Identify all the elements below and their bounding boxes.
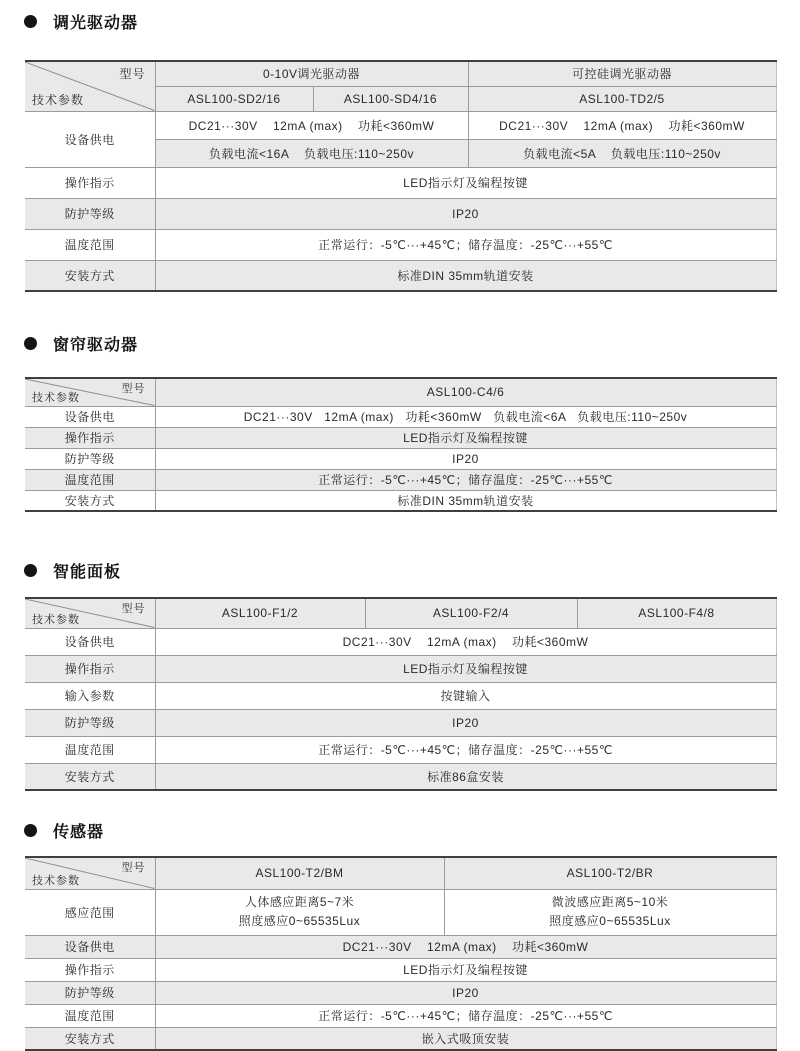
operation-cell: LED指示灯及编程按键 bbox=[155, 655, 776, 682]
power-cell: DC21···30V 12mA (max) 功耗<360mW 负载电流<6A 负载电压:110~250v bbox=[155, 406, 776, 427]
protection-cell: IP20 bbox=[155, 709, 776, 736]
mounting-row bbox=[25, 260, 776, 291]
model-cell-sd2: ASL100-SD2/16 bbox=[155, 86, 313, 111]
bullet-icon bbox=[24, 337, 37, 350]
row-label-operation: 操作指示 bbox=[25, 958, 155, 981]
params-header-label: 技术参数 bbox=[32, 874, 80, 887]
operation-cell: LED指示灯及编程按键 bbox=[155, 958, 776, 981]
model-cell-td2: ASL100-TD2/5 bbox=[468, 86, 776, 111]
protection-row bbox=[25, 709, 776, 736]
row-label-mounting: 安装方式 bbox=[25, 1027, 155, 1050]
section-title-text: 智能面板 bbox=[53, 564, 122, 581]
load-cell-triac: 负载电流<5A 负载电压:110~250v bbox=[468, 139, 776, 167]
model-cell-f1: ASL100-F1/2 bbox=[155, 598, 365, 628]
diagonal-header-cell bbox=[25, 378, 155, 406]
section-title-curtain bbox=[24, 332, 800, 355]
section-title-panel bbox=[24, 559, 800, 582]
operation-row bbox=[25, 167, 776, 198]
row-label-mounting: 安装方式 bbox=[25, 763, 155, 790]
row-label-power: 设备供电 bbox=[25, 406, 155, 427]
temperature-row bbox=[25, 736, 776, 763]
row-label-mounting: 安装方式 bbox=[25, 260, 155, 291]
sensing-cell-br bbox=[444, 889, 776, 935]
power-cell: DC21···30V 12mA (max) 功耗<360mW bbox=[155, 935, 776, 958]
header-row-models bbox=[25, 857, 776, 889]
operation-row bbox=[25, 655, 776, 682]
sensing-br-line1: 微波感应距离5~10米 bbox=[551, 894, 669, 909]
protection-cell: IP20 bbox=[155, 198, 776, 229]
operation-cell: LED指示灯及编程按键 bbox=[155, 167, 776, 198]
operation-row bbox=[25, 427, 776, 448]
dimmer-spec-table bbox=[25, 60, 777, 292]
row-label-mounting: 安装方式 bbox=[25, 490, 155, 511]
row-label-power: 设备供电 bbox=[25, 111, 155, 167]
panel-spec-table bbox=[25, 597, 777, 791]
row-label-sensing: 感应范围 bbox=[25, 889, 155, 935]
input-row bbox=[25, 682, 776, 709]
sensing-bm-line1: 人体感应距离5~7米 bbox=[244, 894, 355, 909]
model-header-label: 型号 bbox=[121, 383, 146, 395]
row-label-temperature: 温度范围 bbox=[25, 736, 155, 763]
temperature-row bbox=[25, 469, 776, 490]
section-title-text: 窗帘驱动器 bbox=[53, 337, 139, 354]
params-header-label: 技术参数 bbox=[32, 92, 85, 107]
row-label-operation: 操作指示 bbox=[25, 655, 155, 682]
power-cell: DC21···30V 12mA (max) 功耗<360mW bbox=[155, 628, 776, 655]
sensing-range-row bbox=[25, 889, 776, 935]
mounting-cell: 标准DIN 35mm轨道安装 bbox=[155, 260, 776, 291]
model-header-label: 型号 bbox=[121, 603, 146, 615]
protection-row bbox=[25, 198, 776, 229]
row-label-power: 设备供电 bbox=[25, 628, 155, 655]
row-label-operation: 操作指示 bbox=[25, 427, 155, 448]
mounting-row bbox=[25, 763, 776, 790]
sensing-bm-line2: 照度感应0~65535Lux bbox=[238, 914, 361, 928]
temperature-cell: 正常运行：-5℃···+45℃；储存温度：-25℃···+55℃ bbox=[155, 736, 776, 763]
operation-row bbox=[25, 958, 776, 981]
header-row-models bbox=[25, 598, 776, 628]
section-title-text: 传感器 bbox=[53, 824, 105, 841]
section-title-text: 调光驱动器 bbox=[53, 15, 139, 32]
bullet-icon bbox=[24, 15, 37, 28]
row-label-protection: 防护等级 bbox=[25, 198, 155, 229]
row-label-temperature: 温度范围 bbox=[25, 1004, 155, 1027]
row-label-temperature: 温度范围 bbox=[25, 469, 155, 490]
diagonal-header-cell bbox=[25, 61, 155, 111]
sensing-cell-bm bbox=[155, 889, 444, 935]
column-group-0-10v: 0-10V调光驱动器 bbox=[155, 61, 468, 86]
model-cell-c4: ASL100-C4/6 bbox=[155, 378, 776, 406]
diagonal-header-cell bbox=[25, 857, 155, 889]
operation-cell: LED指示灯及编程按键 bbox=[155, 427, 776, 448]
row-label-power: 设备供电 bbox=[25, 935, 155, 958]
params-header-label: 技术参数 bbox=[32, 613, 80, 626]
model-header-label: 型号 bbox=[121, 862, 146, 874]
temperature-cell: 正常运行：-5℃···+45℃；储存温度：-25℃···+55℃ bbox=[155, 469, 776, 490]
input-cell: 按键输入 bbox=[155, 682, 776, 709]
diagonal-header-cell bbox=[25, 598, 155, 628]
protection-cell: IP20 bbox=[155, 448, 776, 469]
power-cell-triac: DC21···30V 12mA (max) 功耗<360mW bbox=[468, 111, 776, 139]
column-group-triac: 可控硅调光驱动器 bbox=[468, 61, 776, 86]
row-label-operation: 操作指示 bbox=[25, 167, 155, 198]
model-cell-f2: ASL100-F2/4 bbox=[365, 598, 577, 628]
params-header-label: 技术参数 bbox=[32, 391, 80, 404]
mounting-cell: 标准86盒安装 bbox=[155, 763, 776, 790]
model-header-label: 型号 bbox=[119, 67, 146, 81]
header-row-models bbox=[25, 378, 776, 406]
temperature-row bbox=[25, 1004, 776, 1027]
mounting-row bbox=[25, 1027, 776, 1050]
row-label-temperature: 温度范围 bbox=[25, 229, 155, 260]
protection-cell: IP20 bbox=[155, 981, 776, 1004]
sensor-spec-table bbox=[25, 856, 777, 1051]
section-title-dimmer bbox=[24, 10, 800, 33]
section-title-sensor bbox=[24, 819, 800, 842]
model-cell-t2bm: ASL100-T2/BM bbox=[155, 857, 444, 889]
row-label-protection: 防护等级 bbox=[25, 981, 155, 1004]
bullet-icon bbox=[24, 824, 37, 837]
row-label-input: 输入参数 bbox=[25, 682, 155, 709]
model-cell-f4: ASL100-F4/8 bbox=[577, 598, 776, 628]
row-label-protection: 防护等级 bbox=[25, 709, 155, 736]
power-cell-0-10v: DC21···30V 12mA (max) 功耗<360mW bbox=[155, 111, 468, 139]
sensing-br-line2: 照度感应0~65535Lux bbox=[549, 914, 671, 928]
load-cell-0-10v: 负载电流<16A 负载电压:110~250v bbox=[155, 139, 468, 167]
protection-row bbox=[25, 981, 776, 1004]
temperature-row bbox=[25, 229, 776, 260]
mounting-cell: 标准DIN 35mm轨道安装 bbox=[155, 490, 776, 511]
mounting-row bbox=[25, 490, 776, 511]
power-row bbox=[25, 628, 776, 655]
power-row bbox=[25, 935, 776, 958]
header-row-groups bbox=[25, 61, 776, 86]
temperature-cell: 正常运行：-5℃···+45℃；储存温度：-25℃···+55℃ bbox=[155, 229, 776, 260]
row-label-protection: 防护等级 bbox=[25, 448, 155, 469]
bullet-icon bbox=[24, 564, 37, 577]
power-row bbox=[25, 406, 776, 427]
curtain-spec-table bbox=[25, 377, 777, 512]
power-row bbox=[25, 111, 776, 139]
mounting-cell: 嵌入式吸顶安装 bbox=[155, 1027, 776, 1050]
model-cell-sd4: ASL100-SD4/16 bbox=[313, 86, 468, 111]
protection-row bbox=[25, 448, 776, 469]
temperature-cell: 正常运行：-5℃···+45℃；储存温度：-25℃···+55℃ bbox=[155, 1004, 776, 1027]
model-cell-t2br: ASL100-T2/BR bbox=[444, 857, 776, 889]
